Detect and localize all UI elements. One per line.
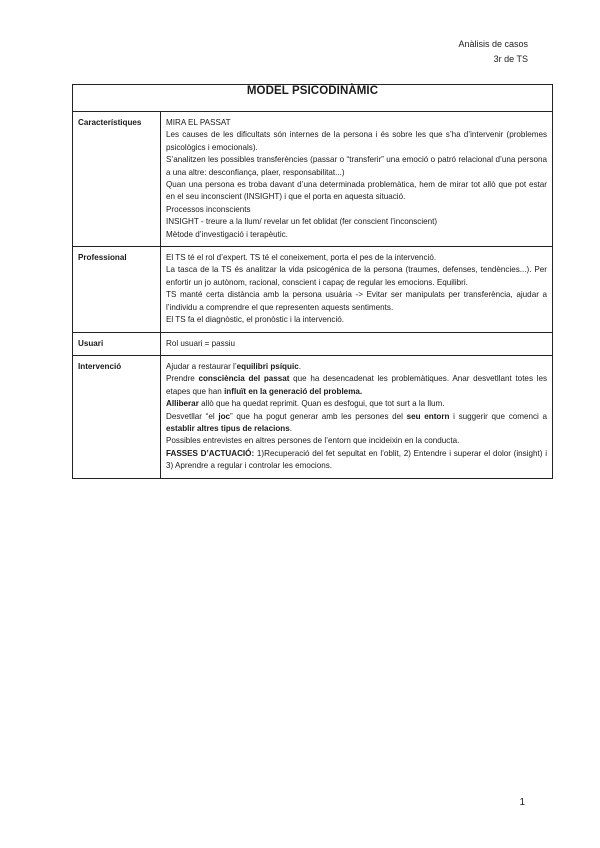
text-line: Les causes de les dificultats són internes de la persona i és sobre les que s’ha d’intervenir (problemes psicològics i emocionals). (166, 130, 547, 152)
text-line: Processos inconscients (166, 204, 251, 214)
header-course: Anàlisis de casos (458, 39, 528, 49)
page-number: 1 (519, 797, 525, 808)
table-row-intervencio (73, 355, 553, 478)
table-row-caracteristiques (73, 112, 553, 247)
document-header (458, 37, 528, 67)
text-line: El TS té el rol d’expert. TS té el coneixement, porta el pes de la intervenció. (166, 253, 437, 263)
text-line: MIRA EL PASSAT (166, 118, 231, 127)
text-line: Ajudar a restaurar l’equilibri psíquic. (166, 361, 301, 371)
text-line: Alliberar allò que ha quedat reprimit. Quan es desfogui, que tot surt a la llum. (166, 399, 445, 409)
table-row-usuari (73, 332, 553, 355)
text-line: El TS fa el diagnòstic, el pronòstic i la intervenció. (166, 315, 345, 325)
text-line: La tasca de la TS és analitzar la vida psicogénica de la persona (traumes, defenses, tendències...). Per enfortir un jo autònom, racional, conscient i capaç de regular les emocions. Equilibri. (166, 265, 547, 287)
row-content-caracteristiques (161, 112, 553, 247)
text-line: Rol usuari = passiu (166, 338, 236, 348)
text-line: Mètode d’investigació i terapèutic. (166, 229, 288, 239)
model-table (72, 84, 553, 479)
text-line: INSIGHT - treure a la llum/ revelar un fet oblidat (fer conscient l’inconscient) (166, 217, 438, 227)
table-title: MODEL PSICODINÀMIC (73, 85, 553, 112)
text-line: S’analitzen les possibles transferències (passar o “transferir” una emoció o patró relacional d’una persona a una altre: desconfiança, plaer, responsabilitat...) (166, 155, 547, 177)
text-line: Prendre consciència del passat que ha desencadenat les problemàtiques. Anar desvetllant totes les etapes que han influït en la generació del problema. (166, 374, 547, 396)
row-content-usuari (161, 332, 553, 355)
text-line: Quan una persona es troba davant d’una determinada problemàtica, hem de mirar tot allò que pot estar en el seu inconscient (INSIGHT) i que el porta en aquesta situació. (166, 180, 547, 202)
text-line: Desvetllar “el joc” que ha pogut generar amb les persones del seu entorn i suggerir que comenci a establir altres tipus de relacions. (166, 411, 548, 433)
table-row-professional (73, 247, 553, 332)
text-line: TS manté certa distància amb la persona usuària -> Evitar ser manipulats per transferència, ajudar a l’individu a comprendre el que representen aquests sentiments. (166, 290, 547, 312)
row-label-professional: Professional (73, 247, 161, 332)
row-label-caracteristiques: Característiques (73, 112, 161, 247)
table-title-row (73, 85, 553, 112)
row-label-usuari: Usuari (73, 332, 161, 355)
text-line: Possibles entrevistes en altres persones de l’entorn que incideixin en la conducta. (166, 436, 460, 446)
header-grade: 3r de TS (493, 54, 528, 64)
row-label-intervencio: Intervenció (73, 355, 161, 478)
row-content-intervencio (161, 355, 553, 478)
row-content-professional (161, 247, 553, 332)
text-line: FASSES D’ACTUACIÓ: 1)Recuperació del fet sepultat en l’oblit, 2) Entendre i superar el dolor (insight) i 3) Aprendre a regular i controlar les emocions. (166, 448, 547, 471)
